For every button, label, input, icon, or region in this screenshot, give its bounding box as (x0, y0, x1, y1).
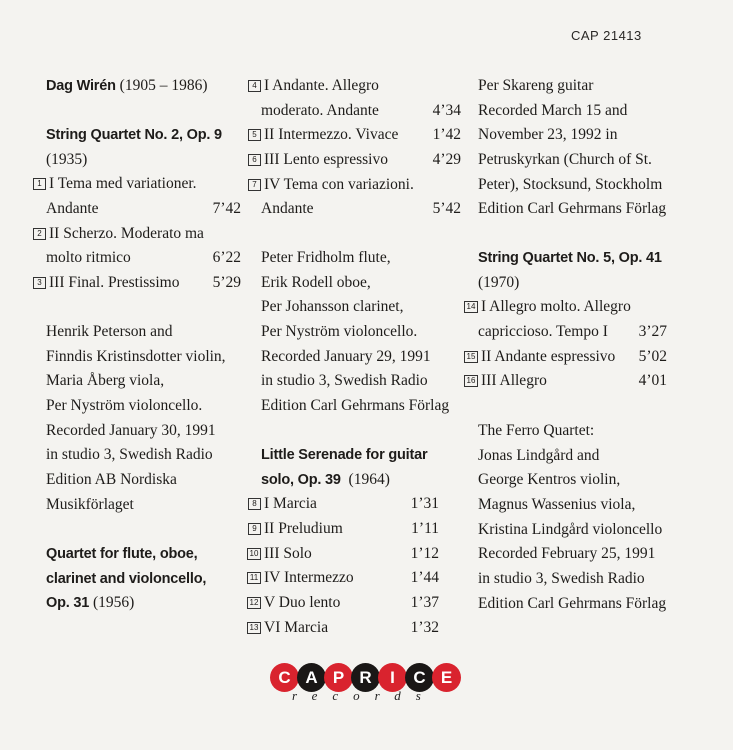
track-number: 12 (247, 597, 261, 609)
track-duration: 1’42 (432, 126, 461, 144)
work-title: clarinet and violoncello, (46, 570, 207, 587)
track-title: I Marcia (264, 495, 317, 513)
catalog-number: CAP 21413 (571, 28, 642, 43)
track-number: 1 (33, 178, 46, 190)
track-11 (249, 566, 461, 591)
track-title-cont: capriccioso. Tempo I (478, 323, 608, 341)
track-number: 6 (248, 154, 261, 166)
logo-subtitle: records (292, 688, 436, 703)
track-title: III Final. Prestissimo (49, 274, 180, 292)
credit-line: Petruskyrkan (Church of St. (478, 151, 652, 169)
credit-line: Maria Åberg viola, (46, 372, 165, 390)
credit-line: Finndis Kristinsdotter violin, (46, 347, 226, 365)
track-2 (37, 222, 241, 271)
track-title: II Preludium (264, 520, 343, 538)
track-duration: 7’42 (212, 200, 241, 218)
track-title: I Andante. Allegro (264, 77, 379, 94)
track-duration: 1’44 (410, 569, 439, 587)
track-duration: 4’34 (432, 101, 461, 119)
track-number: 11 (247, 572, 261, 584)
logo-letter: R (351, 663, 380, 692)
credit-line: Edition Carl Gehrmans Förlag (261, 397, 450, 415)
credit-line: Kristina Lindgård violoncello (478, 520, 663, 538)
track-number: 8 (248, 498, 261, 510)
track-5 (252, 123, 461, 148)
work-2-header (46, 542, 241, 616)
track-number: 2 (33, 228, 46, 240)
track-number: 7 (248, 179, 261, 191)
track-4 (252, 74, 461, 123)
track-number: 10 (247, 548, 261, 560)
track-16 (466, 369, 678, 394)
work-title: Op. 31 (46, 595, 90, 612)
track-title: I Allegro molto. Allegro (481, 298, 631, 316)
credit-line: Edition AB Nordiska (46, 471, 177, 489)
track-number: 13 (247, 622, 261, 634)
track-duration: 4’01 (638, 372, 667, 390)
credit-line: The Ferro Quartet: (478, 422, 595, 439)
credit-line: in studio 3, Swedish Radio (261, 372, 428, 390)
credit-line: Per Nyström violoncello. (46, 397, 203, 415)
track-duration: 1’12 (410, 544, 439, 562)
track-15 (466, 345, 678, 370)
track-1 (37, 172, 241, 221)
track-title: VI Marcia (264, 618, 329, 636)
caprice-records-logo (270, 663, 460, 707)
track-number: 14 (464, 301, 478, 313)
credit-line: Musikförlaget (46, 495, 134, 513)
track-number: 15 (464, 351, 478, 363)
work-3-credits (478, 74, 678, 222)
track-title-cont: Andante (261, 200, 314, 218)
credit-line: in studio 3, Swedish Radio (478, 570, 645, 588)
track-3 (37, 271, 241, 296)
credit-line: Recorded January 30, 1991 (46, 421, 216, 439)
track-number: 4 (248, 80, 261, 92)
track-duration: 3’27 (638, 323, 667, 341)
credit-line: George Kentros violin, (478, 471, 621, 489)
logo-letter: C (405, 663, 434, 692)
work-year: (1964) (348, 470, 390, 488)
track-title: II Scherzo. Moderato ma (49, 224, 204, 242)
work-2-tracks (252, 74, 461, 222)
logo-letter: I (378, 663, 407, 692)
credit-line: Per Johansson clarinet, (261, 298, 404, 316)
work-1-credits (46, 320, 241, 518)
credit-line: Peter), Stocksund, Stockholm (478, 175, 663, 193)
track-title-cont: Andante (46, 200, 99, 218)
credit-line: November 23, 1992 in (478, 126, 618, 144)
credit-line: Erik Rodell oboe, (261, 273, 371, 291)
credit-line: Recorded March 15 and (478, 101, 628, 119)
credit-line: Jonas Lindgård and (478, 446, 600, 464)
track-7 (252, 173, 461, 222)
logo-letter: E (432, 663, 461, 692)
work-title: String Quartet No. 5, Op. 41 (478, 250, 662, 266)
credit-line: Per Skareng guitar (478, 77, 594, 94)
work-4 (466, 246, 678, 394)
composer-header (46, 74, 241, 99)
track-9 (252, 517, 461, 542)
work-title: Little Serenade for guitar (261, 447, 428, 463)
work-year: (1935) (46, 150, 88, 168)
track-duration: 5’29 (212, 274, 241, 292)
track-duration: 5’02 (638, 347, 667, 365)
track-12 (249, 591, 461, 616)
track-title: II Intermezzo. Vivace (264, 126, 399, 144)
track-14 (466, 295, 678, 344)
work-title: String Quartet No. 2, Op. 9 (46, 127, 222, 143)
credit-line: Recorded February 25, 1991 (478, 545, 656, 563)
track-number: 9 (248, 523, 261, 535)
composer-name: Dag Wirén (46, 78, 116, 94)
work-title: solo, Op. 39 (261, 471, 341, 488)
credit-line: Magnus Wassenius viola, (478, 496, 636, 514)
logo-letter: P (324, 663, 353, 692)
track-duration: 1’32 (410, 618, 439, 636)
track-title: III Allegro (481, 372, 547, 390)
track-10 (249, 542, 461, 567)
track-duration: 4’29 (432, 151, 461, 169)
track-title-cont: molto ritmico (46, 249, 131, 267)
logo-letter: C (270, 663, 299, 692)
track-13 (249, 616, 461, 641)
track-title: IV Intermezzo (264, 569, 354, 587)
track-6 (252, 148, 461, 173)
track-title: III Lento espressivo (264, 151, 388, 169)
work-year: (1970) (478, 273, 520, 291)
work-3 (249, 443, 461, 641)
track-number: 3 (33, 277, 46, 289)
track-title: V Duo lento (264, 594, 341, 612)
credit-line: Edition Carl Gehrmans Förlag (478, 594, 667, 612)
credit-line: in studio 3, Swedish Radio (46, 446, 213, 464)
track-title: III Solo (264, 544, 312, 562)
work-1 (37, 123, 241, 296)
credit-line: Henrik Peterson and (46, 323, 173, 340)
track-duration: 1’11 (411, 520, 439, 538)
logo-letter: A (297, 663, 326, 692)
track-title-cont: moderato. Andante (261, 101, 379, 119)
track-title: II Andante espressivo (481, 347, 616, 365)
track-duration: 5’42 (432, 200, 461, 218)
track-title: I Tema med variationer. (49, 175, 197, 193)
work-year: (1956) (93, 594, 135, 612)
work-4-credits (478, 419, 678, 617)
work-title: Quartet for flute, oboe, (46, 546, 198, 562)
track-number: 16 (464, 375, 478, 387)
track-duration: 1’31 (410, 495, 439, 513)
composer-dates: (1905 – 1986) (119, 77, 208, 94)
credit-line: Per Nyström violoncello. (261, 323, 418, 341)
work-2-credits (261, 246, 461, 419)
track-8 (252, 492, 461, 517)
credit-line: Recorded January 29, 1991 (261, 347, 431, 365)
credit-line: Peter Fridholm flute, (261, 249, 391, 266)
track-duration: 1’37 (410, 594, 439, 612)
credit-line: Edition Carl Gehrmans Förlag (478, 200, 667, 218)
track-title: IV Tema con variazioni. (264, 175, 414, 193)
track-number: 5 (248, 129, 261, 141)
track-duration: 6’22 (212, 249, 241, 267)
